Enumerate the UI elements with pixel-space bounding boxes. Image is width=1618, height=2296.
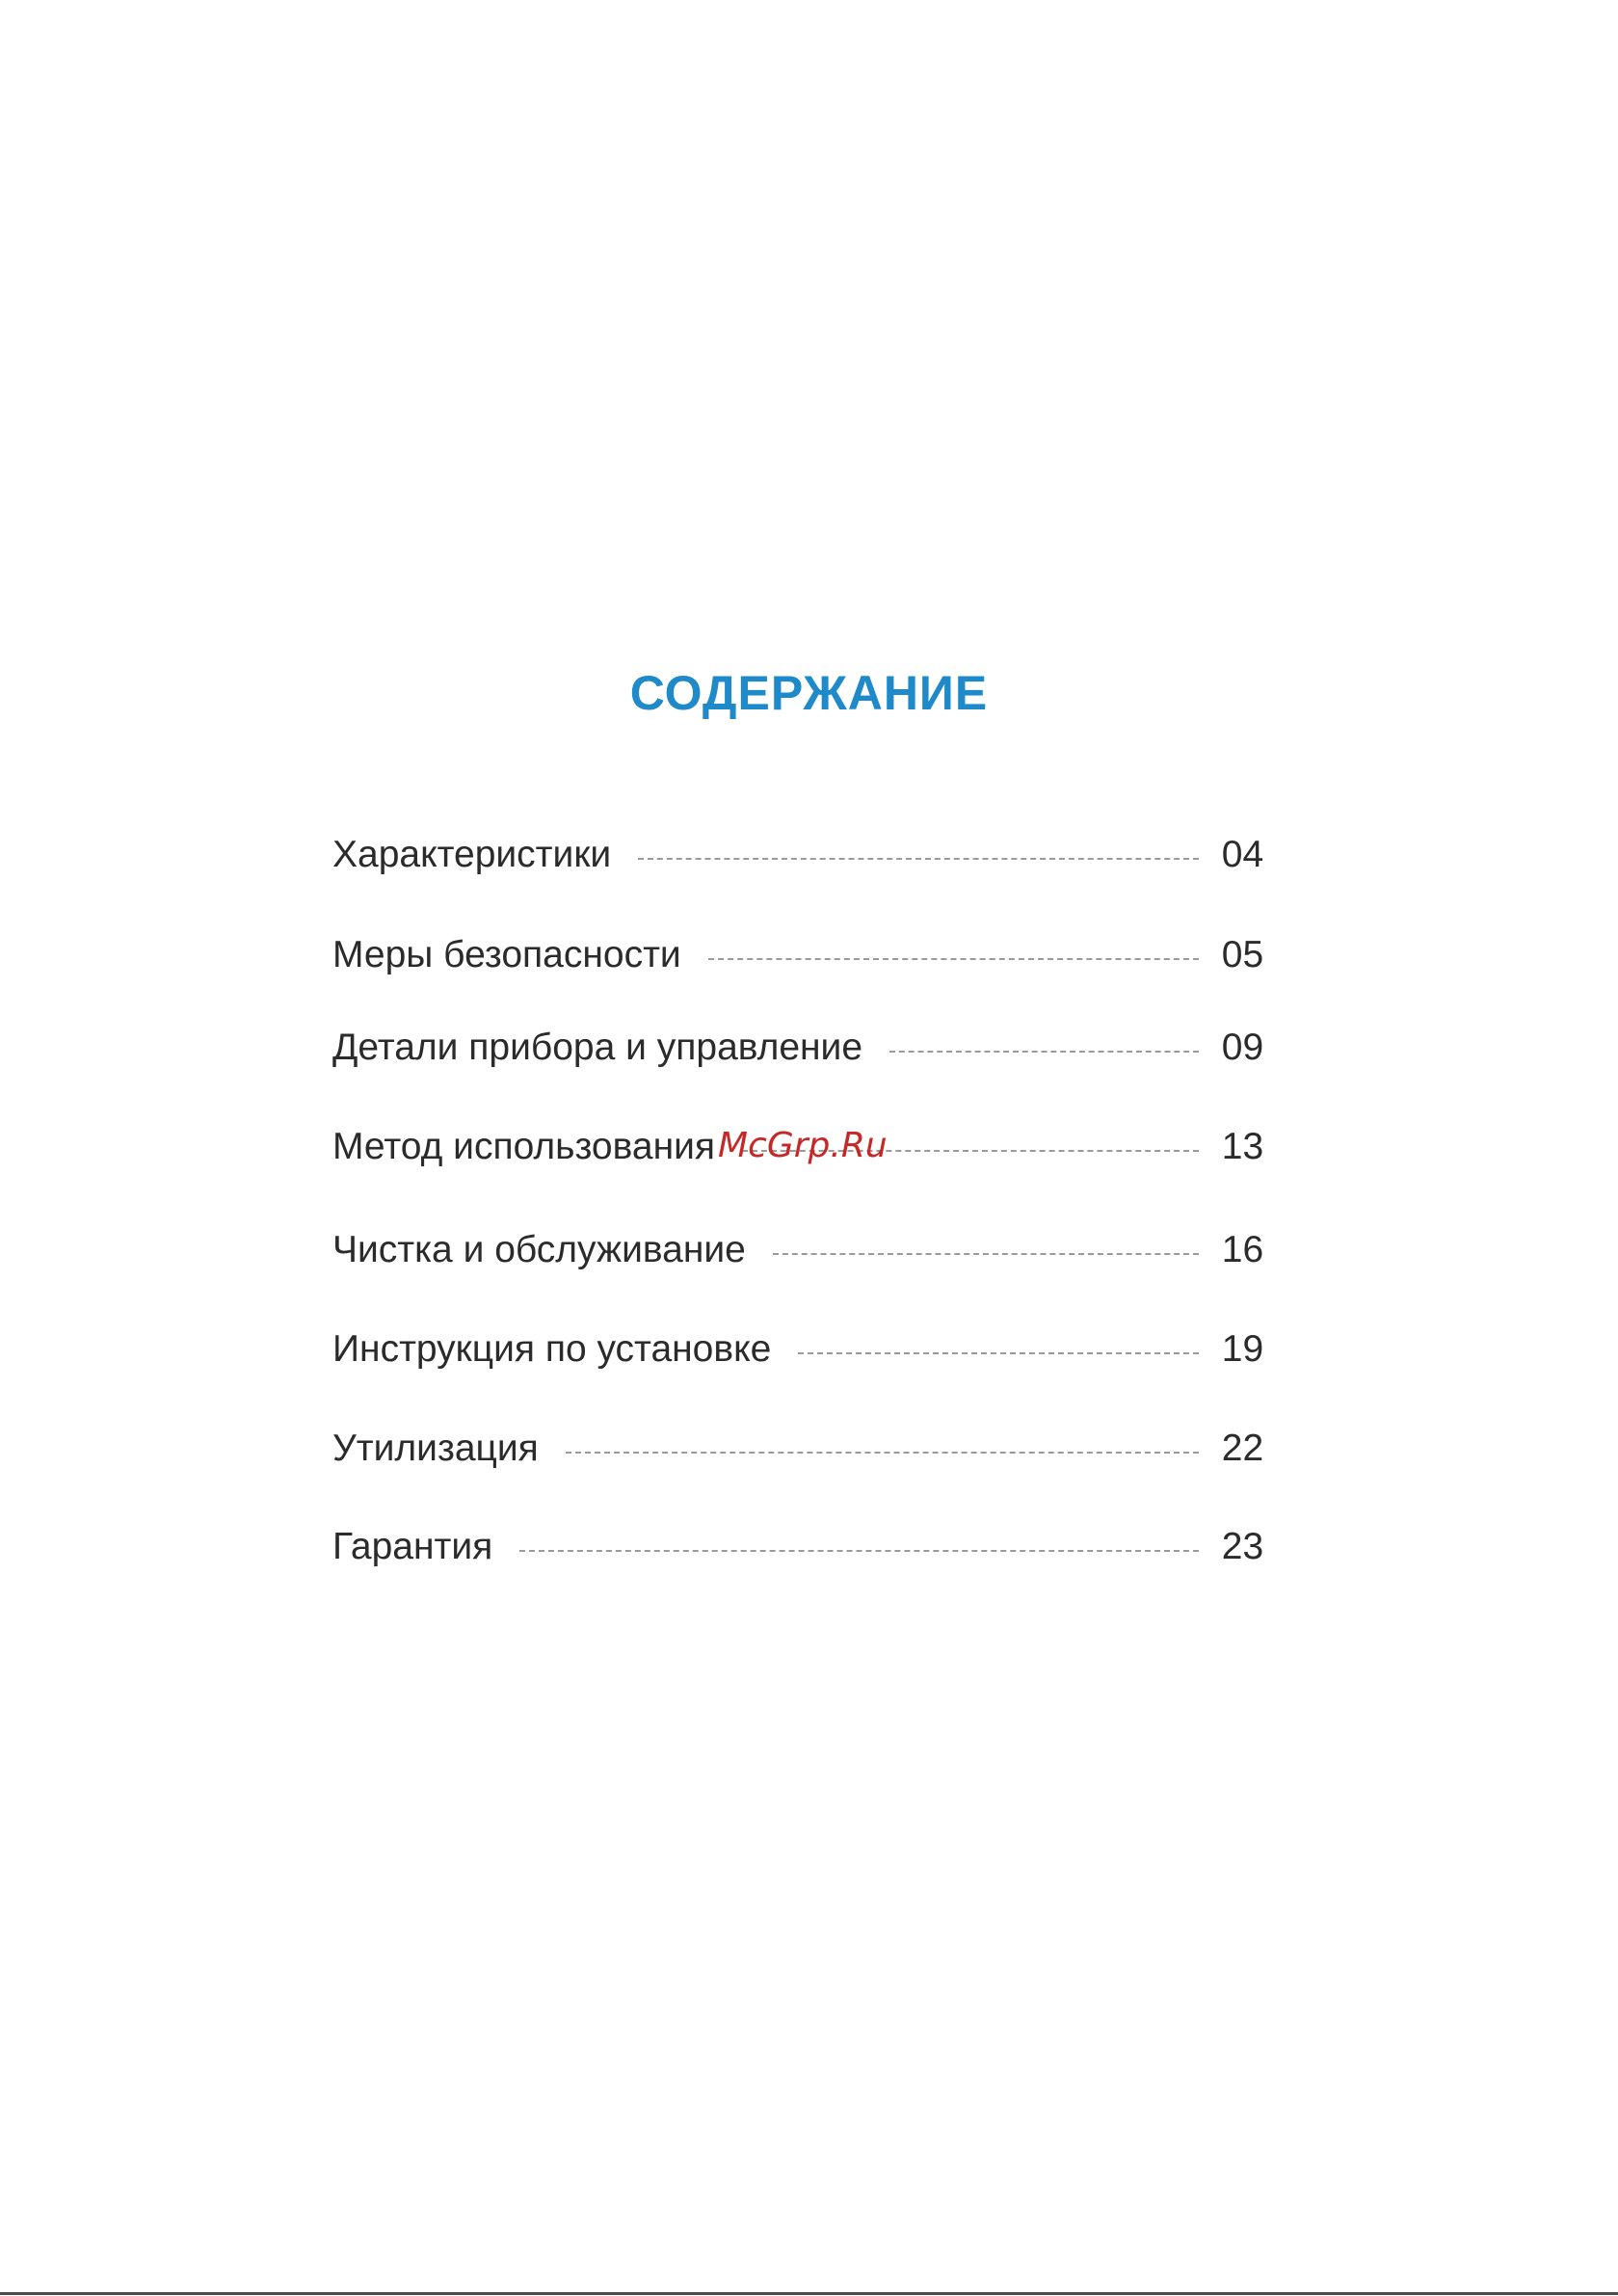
- toc-entry-page: 19: [1221, 1328, 1264, 1370]
- toc-entry-label: Гарантия: [332, 1526, 493, 1567]
- toc-entry-page: 22: [1221, 1428, 1264, 1469]
- toc-entry-label: Чистка и обслуживание: [332, 1229, 746, 1270]
- toc-entry-label: Детали прибора и управление: [332, 1027, 863, 1068]
- toc-entry-parts-controls[interactable]: [332, 1024, 1269, 1072]
- toc-entry-label: Утилизация: [332, 1428, 539, 1469]
- dotted-leader: [638, 858, 1199, 860]
- dotted-leader: [773, 1253, 1199, 1255]
- watermark-text: McGrp.Ru: [718, 1126, 888, 1165]
- toc-entry-installation[interactable]: [332, 1325, 1269, 1374]
- toc-entry-page: 09: [1221, 1027, 1264, 1068]
- toc-title: СОДЕРЖАНИЕ: [629, 666, 989, 720]
- toc-entry-page: 04: [1221, 834, 1264, 875]
- toc-entry-label: Меры безопасности: [332, 934, 681, 975]
- dotted-leader: [519, 1550, 1199, 1552]
- toc-entry-label: Инструкция по установке: [332, 1328, 772, 1370]
- toc-entry-warranty[interactable]: [332, 1523, 1269, 1571]
- toc-entry-characteristics[interactable]: [332, 831, 1269, 879]
- toc-entry-page: 16: [1221, 1229, 1264, 1270]
- toc-entry-label: Метод использования: [332, 1126, 716, 1167]
- toc-entry-cleaning[interactable]: [332, 1226, 1269, 1274]
- toc-entry-page: 05: [1221, 934, 1264, 975]
- toc-entry-safety[interactable]: [332, 931, 1269, 979]
- page-bottom-border: [0, 2292, 1618, 2295]
- dotted-leader: [798, 1352, 1199, 1354]
- toc-entry-disposal[interactable]: [332, 1425, 1269, 1473]
- toc-entry-label: Характеристики: [332, 834, 612, 875]
- toc-entry-page: 13: [1221, 1126, 1264, 1167]
- dotted-leader: [708, 958, 1199, 960]
- dotted-leader: [889, 1051, 1199, 1053]
- dotted-leader: [566, 1452, 1199, 1454]
- toc-entry-page: 23: [1221, 1526, 1264, 1567]
